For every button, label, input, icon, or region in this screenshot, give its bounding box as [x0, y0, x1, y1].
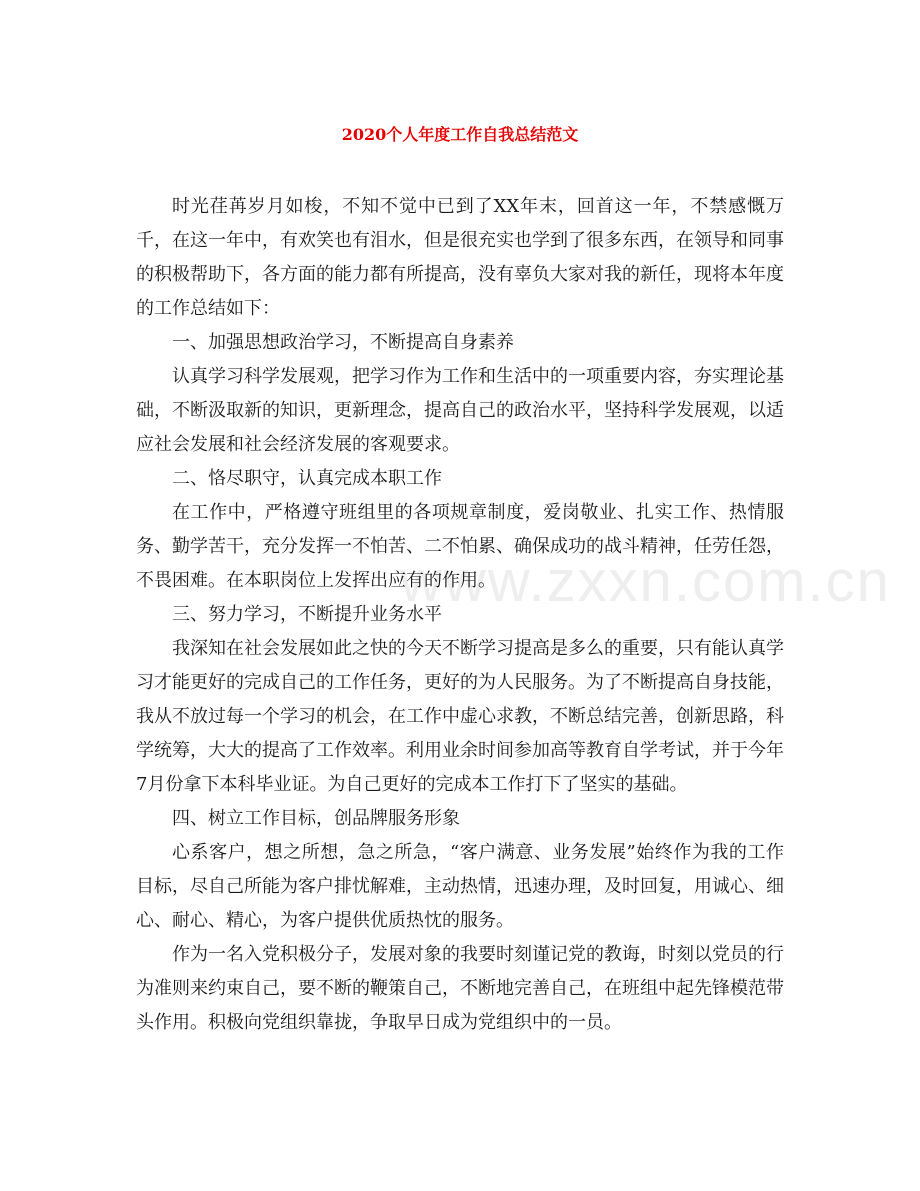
- section-heading-3: 三、努力学习，不断提升业务水平: [172, 604, 442, 625]
- paragraph-section-3: 我深知在社会发展如此之快的今天不断学习提高是多么的重要，只有能认真学习才能更好的完成自己的工作任务，更好的为人民服务。为了不断提高自身技能，我从不放过每一个学习的机会，在工作中虚心求教，不断总结完善，创新思路，科学统筹，大大的提高了工作效率。利用业余时间参加高等教育自学考试，并于今年7月份拿下本科毕业证。为自己更好的完成本工作打下了坚实的基础。: [136, 638, 784, 795]
- section-heading-1: 一、加强思想政治学习，不断提高自身素养: [172, 332, 514, 353]
- paragraph-closing: 作为一名入党积极分子，发展对象的我要时刻谨记党的教诲，时刻以党员的行为准则来约束自己，要不断的鞭策自己，不断地完善自己，在班组中起先锋模范带头作用。积极向党组织靠拢，争取早日成为党组织中的一员。: [136, 944, 784, 1033]
- watermark: www.zxxn.com.cn: [400, 549, 891, 614]
- paragraph-section-1: 认真学习科学发展观，把学习作为工作和生活中的一项重要内容，夯实理论基础，不断汲取新的知识，更新理念，提高自己的政治水平，坚持科学发展观，以适应社会发展和社会经济发展的客观要求。: [136, 366, 784, 455]
- document-body: [136, 190, 784, 1040]
- section-heading-2: 二、恪尽职守，认真完成本职工作: [172, 468, 442, 489]
- document-title: 2020个人年度工作自我总结范文: [341, 125, 579, 144]
- paragraph-section-2: 在工作中，严格遵守班组里的各项规章制度，爱岗敬业、扎实工作、热情服务、勤学苦干，充分发挥一不怕苦、二不怕累、确保成功的战斗精神，任劳任怨，不畏困难。在本职岗位上发挥出应有的作用。: [136, 502, 784, 591]
- paragraph-section-4: 心系客户，想之所想，急之所急，“客户满意、业务发展”始终作为我的工作目标，尽自己所能为客户排忧解难，主动热情，迅速办理，及时回复，用诚心、细心、耐心、精心，为客户提供优质热忱的服务。: [136, 842, 784, 931]
- paragraph-intro: 时光荏苒岁月如梭，不知不觉中已到了XX年末，回首这一年，不禁感慨万千，在这一年中，有欢笑也有泪水，但是很充实也学到了很多东西，在领导和同事的积极帮助下，各方面的能力都有所提高，没有辜负大家对我的新任，现将本年度的工作总结如下：: [136, 196, 784, 319]
- section-heading-4: 四、树立工作目标，创品牌服务形象: [172, 808, 460, 829]
